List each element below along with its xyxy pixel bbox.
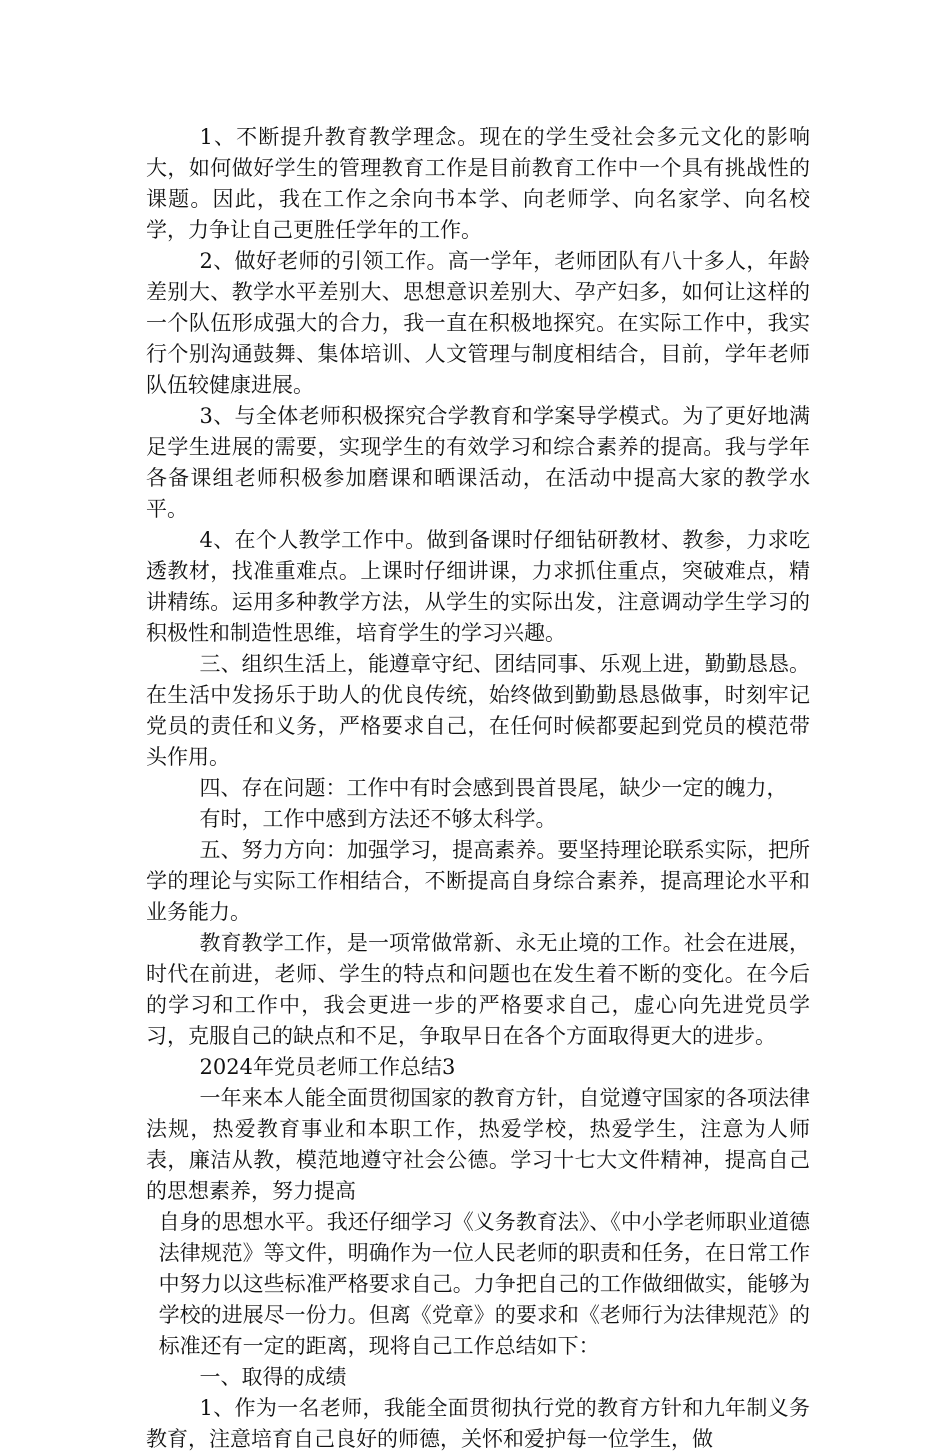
paragraph-cooperative-learning: 3、与全体老师积极探究合学教育和学案导学模式。为了更好地满足学生进展的需要，实现学生的有效学习和综合素养的提高。我与学年各备课组老师积极参加磨课和晒课活动，在活动中提高大家的教学水平。 (146, 404, 810, 521)
section-title: 2024年党员老师工作总结3 (199, 1055, 456, 1079)
paragraph-effort-direction: 五、努力方向：加强学习，提高素养。要坚持理论联系实际，把所学的理论与实际工作相结合，不断提高自身综合素养，提高理论水平和业务能力。 (146, 838, 810, 924)
paragraph-existing-problems-continued: 有时，工作中感到方法还不够太科学。 (199, 807, 557, 831)
paragraph-conclusion: 教育教学工作，是一项常做常新、永无止境的工作。社会在进展，时代在前进，老师、学生的特点和问题也在发生着不断的变化。在今后的学习和工作中，我会更进一步的严格要求自己，虚心向先进党员学习，克服自己的缺点和不足，争取早日在各个方面取得更大的进步。 (146, 931, 810, 1048)
paragraph-year-summary: 一年来本人能全面贯彻国家的教育方针，自觉遵守国家的各项法律法规，热爱教育事业和本职工作，热爱学校，热爱学生，注意为人师表，廉洁从教，模范地遵守社会公德。学习十七大文件精神，提高自己的思想素养，努力提高 (146, 1086, 810, 1203)
paragraph-personal-teaching: 4、在个人教学工作中。做到备课时仔细钻研教材、教参，力求吃透教材，找准重难点。上课时仔细讲课，力求抓住重点，突破难点，精讲精练。运用多种教学方法，从学生的实际出发，注意调动学生学习的积极性和制造性思维，培育学生的学习兴趣。 (146, 528, 810, 645)
paragraph-organizational-life: 三、组织生活上，能遵章守纪、团结同事、乐观上进，勤勤恳恳。在生活中发扬乐于助人的优良传统，始终做到勤勤恳恳做事，时刻牢记党员的责任和义务，严格要求自己，在任何时候都要起到党员的模范带头作用。 (146, 652, 810, 769)
paragraph-study-documents: 自身的思想水平。我还仔细学习《义务教育法》、《中小学老师职业道德法律规范》等文件，明确作为一位人民老师的职责和任务，在日常工作中努力以这些标准严格要求自己。力争把自己的工作做细做实，能够为学校的进展尽一份力。但离《党章》的要求和《老师行为法律规范》的标准还有一定的距离，现将自己工作总结如下： (158, 1210, 810, 1358)
paragraph-teacher-leadership: 2、做好老师的引领工作。高一学年，老师团队有八十多人，年龄差别大、教学水平差别大、思想意识差别大、孕产妇多，如何让这样的一个队伍形成强大的合力，我一直在积极地探究。在实际工作中，我实行个别沟通鼓舞、集体培训、人文管理与制度相结合，目前，学年老师队伍较健康进展。 (146, 249, 810, 397)
paragraph-achievement-1: 1、作为一名老师，我能全面贯彻执行党的教育方针和九年制义务教育，注意培育自己良好的师德，关怀和爱护每一位学生，做 (146, 1396, 810, 1451)
subsection-heading-achievements: 一、取得的成绩 (199, 1365, 347, 1389)
paragraph-existing-problems: 四、存在问题：工作中有时会感到畏首畏尾，缺少一定的魄力， (199, 776, 788, 800)
document-body (146, 122, 810, 1455)
paragraph-teaching-philosophy: 1、不断提升教育教学理念。现在的学生受社会多元文化的影响大，如何做好学生的管理教育工作是目前教育工作中一个具有挑战性的课题。因此，我在工作之余向书本学、向老师学、向名家学、向名校学，力争让自己更胜任学年的工作。 (146, 125, 810, 242)
